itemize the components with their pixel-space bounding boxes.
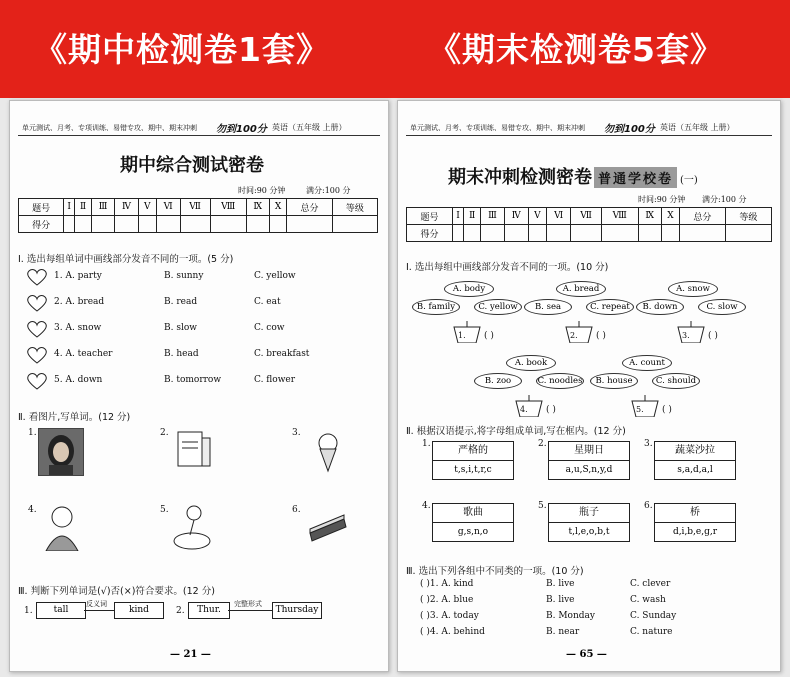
option-text: B. near [546,627,580,637]
midterm-banner-title: 《期中检测卷1套》 [34,30,330,69]
score-cell [210,216,246,233]
word-box [548,441,630,480]
score-header-cell: Ⅶ [571,208,602,225]
word-box-letters: d,i,b,e,g,r [672,527,718,537]
score-cell [75,216,92,233]
relation-label: 反义词 [86,600,107,608]
score-header-cell: Ⅴ [528,208,546,225]
option-text: C. breakfast [254,349,310,359]
score-row-label: 得分 [19,216,64,233]
score-cell [528,225,546,242]
option-text: ( )3. A. today [420,611,479,621]
score-row-label: 得分 [407,225,453,242]
bubble-c: C. slow [698,299,746,315]
red-banner [0,0,790,98]
score-cell [571,225,602,242]
answer-paren: ( ) [546,405,556,415]
score-cell [180,216,210,233]
score-cell [287,216,332,233]
flower-pot-icon [564,321,594,343]
word-box [548,503,630,542]
section-1-heading: Ⅰ. 选出每组中画线部分发音不同的一项。(10 分) [406,262,609,273]
word-box-hint: 严格的 [433,442,513,461]
box-number: 2. [538,439,547,449]
word-box [432,503,514,542]
score-header-cell: Ⅷ [210,199,246,216]
time-label: 时间:90 分钟 [638,195,686,204]
option-text: B. head [164,349,199,359]
option-text: B. live [546,595,575,605]
box-number: 4. [422,501,431,511]
word-box: tall [36,602,86,619]
washing-clothes-image [170,503,214,551]
score-cell [679,225,725,242]
bubble-a: A. book [506,355,556,371]
bubble-c: C. yellow [474,299,522,315]
heart-icon [26,268,46,286]
score-header-cell: Ⅱ [75,199,92,216]
item-number: 2. [176,606,185,616]
page-number: — 21 — [170,649,211,660]
score-cell [464,225,481,242]
option-text: ( )4. A. behind [420,627,485,637]
badge-suffix: (一) [680,175,698,186]
pic-number: 3. [292,428,301,438]
option-text: C. flower [254,375,296,385]
score-header-cell: Ⅰ [452,208,463,225]
pic-number: 6. [292,505,301,515]
score-table [18,198,378,233]
score-header-cell: Ⅳ [504,208,528,225]
heart-icon [26,346,46,364]
score-table [406,207,772,242]
score-cell [92,216,115,233]
option-text: ( )1. A. kind [420,579,474,589]
pic-number: 2. [160,428,169,438]
option-text: 2. A. bread [54,297,105,307]
section-2-heading: Ⅱ. 根据汉语提示,将字母组成单词,写在框内。(12 分) [406,426,626,437]
score-cell [638,225,661,242]
bubble-b: B. zoo [474,373,522,389]
score-cell [546,225,570,242]
word-box-hint: 歌曲 [433,504,513,523]
word-box-hint: 蔬菜沙拉 [655,442,735,461]
option-text: C. yellow [254,271,296,281]
box-number: 6. [644,501,653,511]
calendar-image [172,428,214,472]
score-cell [332,216,377,233]
word-box: Thursday [272,602,322,619]
option-text: B. slow [164,323,197,333]
option-text: 3. A. snow [54,323,102,333]
score-header-cell: Ⅶ [180,199,210,216]
score-cell [269,216,287,233]
score-header-cell: Ⅰ [64,199,75,216]
box-number: 3. [644,439,653,449]
score-label: 满分:100 分 [306,186,351,195]
score-header-cell: Ⅸ [638,208,661,225]
bubble-a: A. snow [668,281,718,297]
box-number: 5. [538,501,547,511]
option-text: B. live [546,579,575,589]
word-box-hint: 桥 [655,504,735,523]
bubble-a: A. body [444,281,494,297]
page-header [406,121,772,136]
option-text: B. sunny [164,271,204,281]
word-box [654,441,736,480]
option-text: 1. A. party [54,271,102,281]
score-header-cell: 等级 [725,208,771,225]
option-text: ( )2. A. blue [420,595,474,605]
tree-number: 3. [682,331,690,340]
score-cell [246,216,269,233]
ice-cream-image [308,431,348,473]
score-cell [115,216,139,233]
right-exam-page [397,100,781,672]
pic-number: 4. [28,505,37,515]
flower-pot-icon [630,395,660,417]
score-header-cell: 等级 [332,199,377,216]
score-header-cell: Ⅱ [464,208,481,225]
score-header-cell: Ⅹ [269,199,287,216]
bubble-c: C. should [652,373,700,389]
flower-pot-icon [452,321,482,343]
score-cell [481,225,504,242]
flower-pot-icon [676,321,706,343]
word-box [432,441,514,480]
option-text: 5. A. down [54,375,103,385]
brand-logo: 勿到100分 [604,124,655,135]
pic-number: 5. [160,505,169,515]
bubble-c: C. noodles [536,373,584,389]
option-text: C. eat [254,297,281,307]
section-1-heading: Ⅰ. 选出每组单词中画线部分发音不同的一项。(5 分) [18,254,234,265]
tree-number: 5. [636,405,644,414]
option-text: C. Sunday [630,611,677,621]
left-exam-page [9,100,389,672]
option-text: B. Monday [546,611,595,621]
answer-paren: ( ) [484,331,494,341]
tree-number: 4. [520,405,528,414]
option-text: C. nature [630,627,673,637]
bubble-b: B. family [412,299,460,315]
time-label: 时间:90 分钟 [238,186,286,195]
word-box-letters: t,s,i,t,r,c [454,465,492,475]
word-box-hint: 星期日 [549,442,629,461]
heart-icon [26,320,46,338]
word-box [654,503,736,542]
score-cell [156,216,180,233]
flower-pot-icon [514,395,544,417]
section-3-heading: Ⅲ. 选出下列各组中不同类的一项。(10 分) [406,566,584,577]
school-badge: 普通学校卷 [594,167,677,188]
option-text: C. wash [630,595,666,605]
final-banner-title: 《期末检测卷5套》 [428,30,724,69]
answer-paren: ( ) [596,331,606,341]
header-topics: 单元测试、月考、专项训练、易错专攻、期中、期末冲刺 [22,124,197,132]
box-number: 1. [422,439,431,449]
bubble-b: B. sea [524,299,572,315]
answer-paren: ( ) [662,405,672,415]
tree-number: 2. [570,331,578,340]
score-cell [138,216,156,233]
score-header-cell: Ⅳ [115,199,139,216]
section-3-heading: Ⅲ. 判断下列单词是(√)否(×)符合要求。(12 分) [18,586,215,597]
score-header-cell: 题号 [19,199,64,216]
option-text: B. read [164,297,198,307]
item-number: 1. [24,606,33,616]
sandwich-image [306,513,350,543]
tree-number: 1. [458,331,466,340]
option-text: 4. A. teacher [54,349,113,359]
heart-icon [26,294,46,312]
score-label: 满分:100 分 [702,195,747,204]
score-header-cell: Ⅵ [156,199,180,216]
word-box-letters: g,s,n,o [457,527,489,537]
score-cell [452,225,463,242]
word-box-letters: s,a,d,a,l [677,465,713,475]
header-subject: 英语（五年级 上册） [660,123,735,132]
word-box: kind [114,602,164,619]
brand-logo: 勿到100分 [216,124,267,135]
page-header [18,121,380,136]
score-header-cell: Ⅲ [481,208,504,225]
word-box: Thur. [188,602,230,619]
score-header-cell: Ⅸ [246,199,269,216]
page-title: 期末冲刺检测密卷 [448,167,592,188]
bubble-b: B. down [636,299,684,315]
page-title: 期中综合测试密卷 [120,155,264,176]
arrow-line [228,610,272,611]
option-text: C. cow [254,323,285,333]
answer-paren: ( ) [708,331,718,341]
option-text: B. tomorrow [164,375,222,385]
score-header-cell: 总分 [679,208,725,225]
grandmother-image [40,503,84,551]
score-cell [725,225,771,242]
score-header-cell: Ⅲ [92,199,115,216]
page-number: — 65 — [566,649,607,660]
header-topics: 单元测试、月考、专项训练、易错专攻、期中、期末冲刺 [410,124,585,132]
score-cell [504,225,528,242]
bubble-a: A. bread [556,281,606,297]
word-box-letters: t,l,e,o,b,t [568,527,610,537]
option-text: C. clever [630,579,671,589]
arrow-line [84,610,114,611]
score-cell [661,225,679,242]
score-header-cell: Ⅵ [546,208,570,225]
pic-number: 1. [28,428,37,438]
woman-portrait-image [38,428,84,476]
relation-label: 完整形式 [234,600,262,608]
bubble-c: C. repeat [586,299,634,315]
section-2-heading: Ⅱ. 看图片,写单词。(12 分) [18,412,131,423]
score-header-cell: Ⅹ [661,208,679,225]
score-cell [64,216,75,233]
score-cell [601,225,638,242]
score-header-cell: Ⅷ [601,208,638,225]
bubble-a: A. count [622,355,672,371]
word-box-letters: a,u,S,n,y,d [565,465,613,475]
bubble-b: B. house [590,373,638,389]
header-subject: 英语（五年级 上册） [272,123,347,132]
word-box-hint: 瓶子 [549,504,629,523]
score-header-cell: 总分 [287,199,332,216]
heart-icon [26,372,46,390]
score-header-cell: 题号 [407,208,453,225]
score-header-cell: Ⅴ [138,199,156,216]
